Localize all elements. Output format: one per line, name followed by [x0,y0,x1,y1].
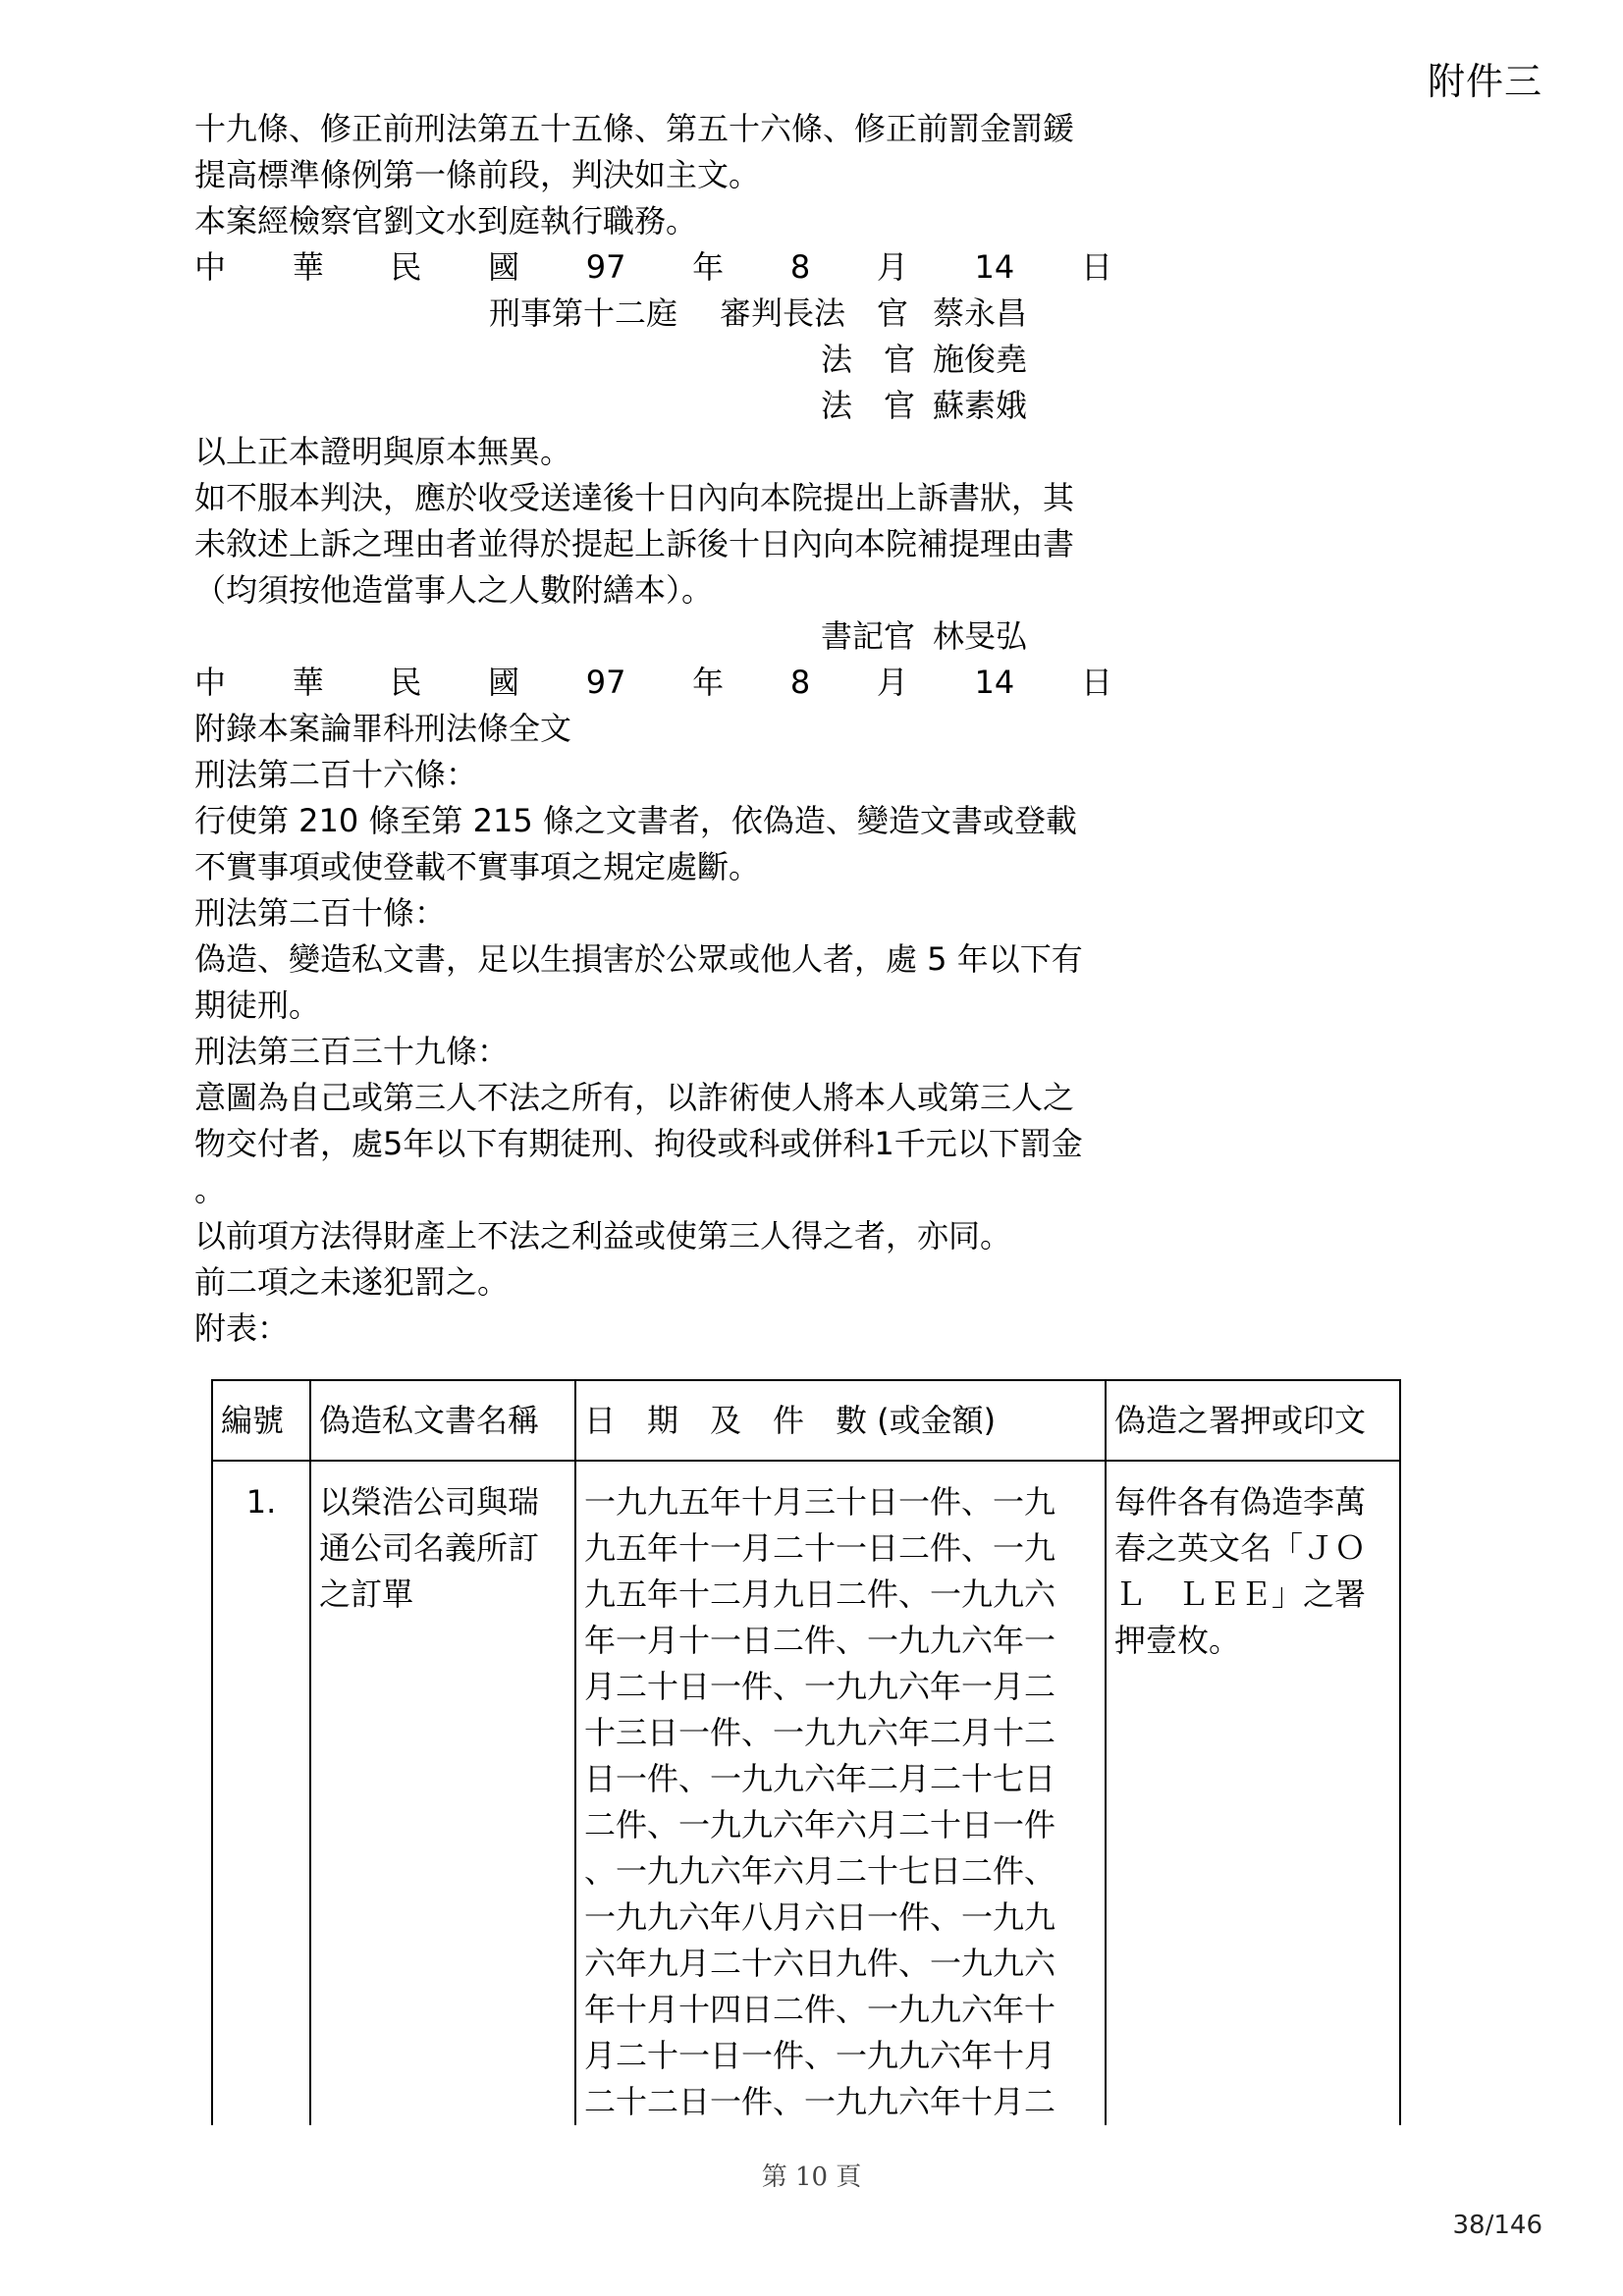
text-line: 附表： [194,1309,290,1347]
text-line: 刑法第三百三十九條： [194,1033,510,1070]
judge-name: 蘇素娥 [933,387,1028,424]
page-count: 38/146 [1452,2211,1542,2240]
column-header-seal: 偽造之署押或印文 [1106,1380,1400,1461]
text-line: 偽造、變造私文書，足以生損害於公眾或他人者，處 5 年以下有 [194,940,1083,978]
judgment-date: 中 華 民 國 97 年 8 月 14 日 [194,248,1112,286]
column-header-document-name: 偽造私文書名稱 [310,1380,575,1461]
judgment-body [194,106,1176,1352]
table-row [212,1461,1400,2125]
judge-title: 法 官 [821,387,916,424]
text-line: 本案經檢察官劉文水到庭執行職務。 [194,202,698,240]
judge-line [194,383,1176,429]
text-line: 提高標準條例第一條前段，判決如主文。 [194,156,761,193]
text-line: 。 [194,1171,227,1208]
text-line: 行使第 210 條至第 215 條之文書者，依偽造、變造文書或登載 [194,802,1077,839]
annex-table-wrapper [211,1379,1399,2125]
text-line: 期徒刑。 [194,987,321,1024]
judge-line [194,337,1176,383]
row-number: 1. [212,1461,310,2125]
column-header-number: 編號 [212,1380,310,1461]
certification-date: 中 華 民 國 97 年 8 月 14 日 [194,664,1112,701]
text-line: 刑法第二百十條： [194,894,447,932]
presiding-name: 蔡永昌 [933,294,1028,332]
row-document-name: 以榮浩公司與瑞 通公司名義所訂 之訂單 [310,1461,575,2125]
row-date-count: 一九九五年十月三十日一件、一九 九五年十一月二十一日二件、一九 九五年十二月九日二件、一九九六 年一月十一日二件、一九九六年一 月二十日一件、一九九六年一月二 十三日一件、一九九六年二月十二 日一件、一九九六年二月二十七日 二件、一九九六年六月二十日一件 、一九九六年六月二十七日二件、 一九九六年八月六日一件、一九九 六年九月二十六日九件、一九九六 年十月十四日二件、一九九六年十 月二十一日一件、一九九六年十月 二十二日一件、一九九六年十月二 [575,1461,1106,2125]
text-line: 如不服本判決，應於收受送達後十日內向本院提出上訴書狀，其 [194,479,1075,516]
court-division: 刑事第十二庭 [489,294,678,332]
presiding-judge-line [194,291,1176,337]
column-header-date-count: 日 期 及 件 數 (或金額) [575,1380,1106,1461]
text-line: （均須按他造當事人之人數附繕本）。 [194,571,714,609]
text-line: 不實事項或使登載不實事項之規定處斷。 [194,848,761,885]
annex-label: 附件三 [1427,60,1542,103]
text-line: 未敘述上訴之理由者並得於提起上訴後十日內向本院補提理由書 [194,525,1075,562]
clerk-line [194,614,1176,660]
text-line: 十九條、修正前刑法第五十五條、第五十六條、修正前罰金罰鍰 [194,110,1075,147]
judge-title: 法 官 [821,341,916,378]
judge-name: 施俊堯 [933,341,1028,378]
text-line: 以上正本證明與原本無異。 [194,433,572,470]
clerk-name: 林旻弘 [933,617,1028,655]
text-line: 前二項之未遂犯罰之。 [194,1263,510,1301]
text-line: 物交付者，處5年以下有期徒刑、拘役或科或併科1千元以下罰金 [194,1125,1083,1162]
text-line: 附錄本案論罪科刑法條全文 [194,710,572,747]
row-seal: 每件各有偽造李萬 春之英文名「ＪＯ Ｌ ＬＥＥ」之署 押壹枚。 [1106,1461,1400,2125]
table-header-row [212,1380,1400,1461]
page-footer: 第 10 頁 [761,2163,862,2192]
text-line: 刑法第二百十六條： [194,756,478,793]
text-line: 以前項方法得財產上不法之利益或使第三人得之者，亦同。 [194,1217,1012,1255]
presiding-title: 審判長法 官 [720,294,909,332]
annex-table [211,1379,1401,2125]
text-line: 意圖為自己或第三人不法之所有，以詐術使人將本人或第三人之 [194,1079,1075,1116]
clerk-title: 書記官 [821,617,916,655]
